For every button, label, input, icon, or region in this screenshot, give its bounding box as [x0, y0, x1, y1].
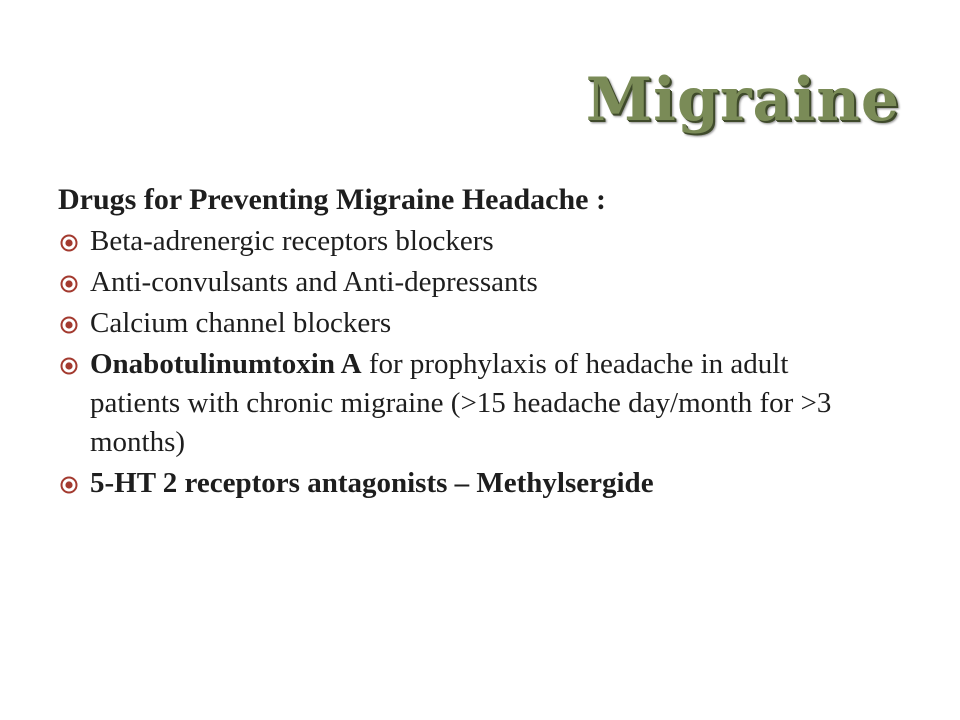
slide-subtitle: Drugs for Preventing Migraine Headache :	[58, 183, 606, 216]
slide-content	[58, 180, 858, 505]
list-item-anticonvulsants	[58, 263, 858, 302]
target-bullet-icon	[60, 234, 78, 252]
bullet-list	[58, 222, 858, 503]
list-item-text: Beta-adrenergic receptors blockers	[90, 225, 494, 257]
list-item-text: Calcium channel blockers	[90, 307, 392, 339]
target-bullet-icon	[60, 275, 78, 293]
list-item-onabotulinumtoxin	[58, 345, 858, 462]
slide-title: Migraine	[585, 65, 900, 135]
list-item-bold-text: Onabotulinumtoxin A	[90, 348, 362, 380]
list-item-beta-blockers	[58, 222, 858, 261]
list-item-5ht2-antagonists	[58, 464, 858, 503]
target-bullet-icon	[60, 357, 78, 375]
list-item-bold-text: 5-HT 2 receptors antagonists – Methylsergide	[90, 467, 654, 499]
list-item-calcium-channel	[58, 304, 858, 343]
target-bullet-icon	[60, 476, 78, 494]
list-item-text: Anti-convulsants and Anti-depressants	[90, 266, 538, 298]
target-bullet-icon	[60, 316, 78, 334]
list-item-text: for prophylaxis of headache in adult patients with chronic migraine (>15 headache day/month for >3 months)	[90, 348, 832, 458]
